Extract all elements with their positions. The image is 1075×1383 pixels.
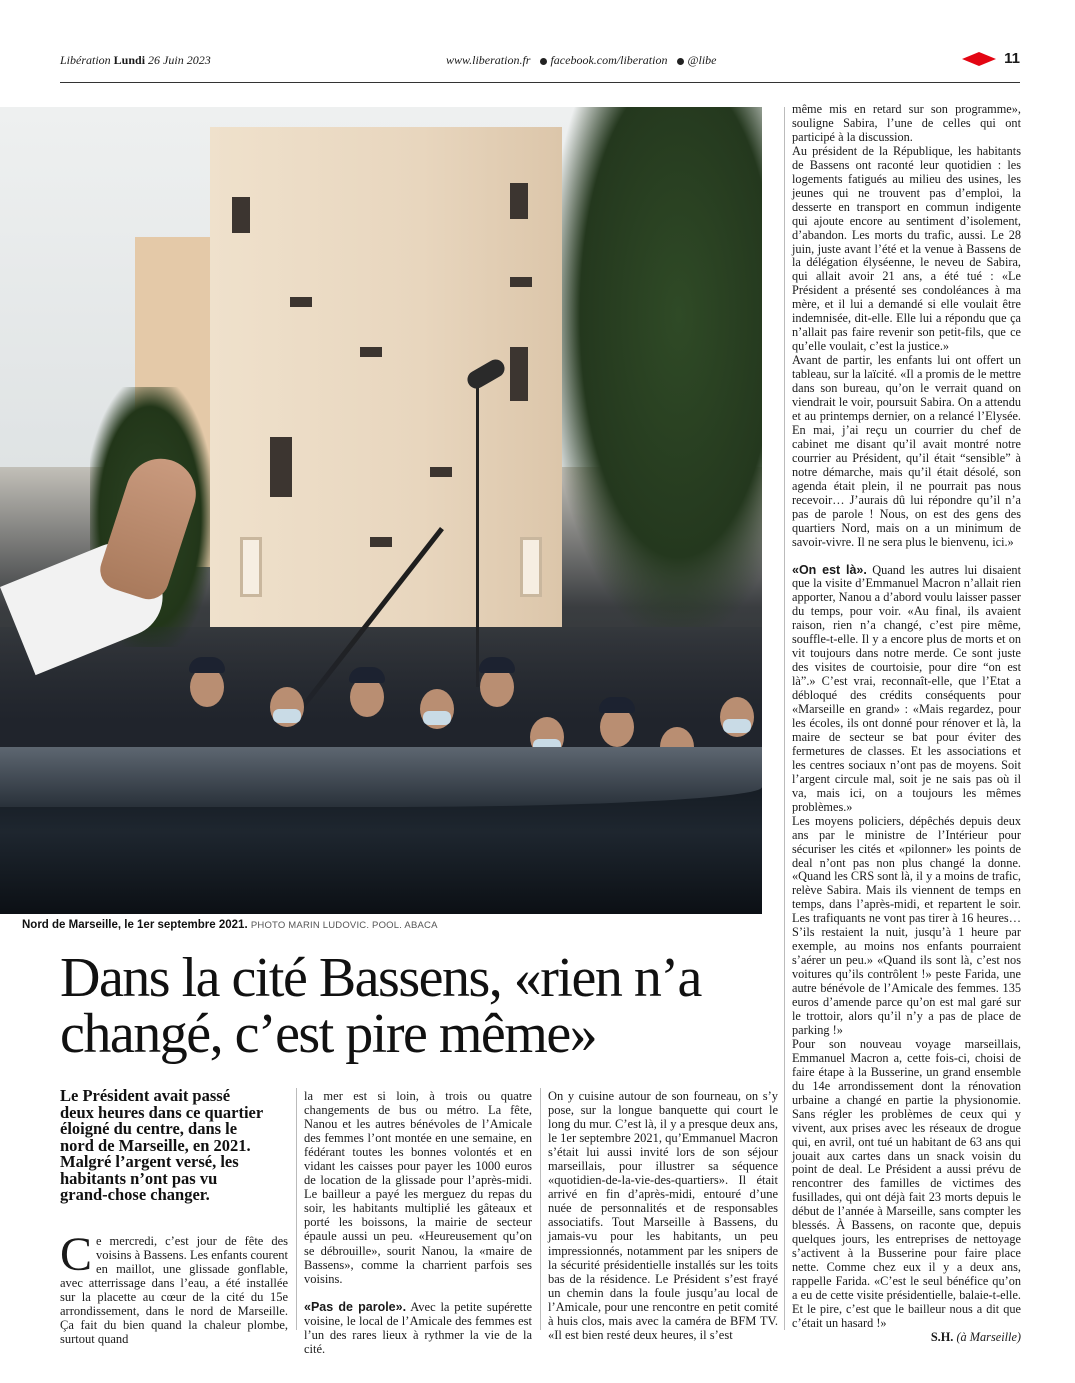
body-paragraph: la mer est si loin, à trois ou quatre changements de bus ou métro. La fête, Nanou et les autres bénévoles de l’Amicale des femmes l’ont montée en une semaine, en fédérant toutes les bonnes volontés et en vidant les caisses pour payer les 1000 euros de location de la glissade pour l’après-midi. Le bailleur a payé les merguez du repas du soir, les habitants multiplié les gâteaux et porté les boissons, la mairie de secteur épaule aussi un peu. «Heureusement qu’on se débrouille», sourit Nanou, la «maire de Bassens», comme la charrient parfois ses voisins. <box>304 1089 532 1286</box>
twitter-label: @libe <box>687 53 717 67</box>
header-divider <box>60 82 1020 83</box>
twitter-link[interactable] <box>677 53 716 68</box>
article-deck: Le Président avait passé deux heures dans ce quartier éloigné du centre, dans le nord de Marseille, en 2021. Malgré l’argent versé, les habitants n’ont pas vu grand-chose changer. <box>60 1086 263 1204</box>
article-photo <box>0 107 762 914</box>
drop-cap: C <box>60 1228 93 1281</box>
header-date: 26 Juin 2023 <box>148 53 211 67</box>
body-column-4 <box>792 103 1021 1345</box>
column-divider <box>296 1088 297 1330</box>
facebook-icon <box>540 58 547 65</box>
body-paragraph: même mis en retard sur son programme», souligne Sabira, l’une de celles qui ont participé à la discussion. <box>792 102 1021 144</box>
subheading: «On est là». <box>792 562 867 577</box>
photo-tree-right <box>552 107 762 627</box>
column-divider <box>540 1088 541 1330</box>
body-column-2 <box>304 1089 532 1356</box>
body-paragraph: Les moyens policiers, dépêchés depuis deux ans par le ministre de l’Intérieur pour sécuriser les cités et «pilonner» les points de deal n’ont pas non plus changé la donne. «Quand les CRS sont là, il y a moins de trafic, relève Sabira. Mais ils viennent de temps en temps, dans l’après-midi, et repartent le soir. Les trafiquants ne vont pas tirer à 16 heures… S’ils restaient la nuit, jusqu’à 1 heure par exemple, au moins nos enfants pourraient s’aérer un peu.» «Quand ils sont là, c’est nos voitures qu’ils contrôlent !» peste Farida, une autre bénévole de l’Amicale des femmes. 135 euros d’amende parce qu’on est mal garé sur le trottoir, alors qu’il n’y a pas de place de parking !» <box>792 813 1021 1037</box>
header-links <box>446 53 717 68</box>
photo-building <box>210 127 562 627</box>
body-column-3 <box>548 1089 778 1342</box>
paragraph-text: Quand les autres lui disaient que la visite d’Emmanuel Macron n’allait rien apporter, Nanou a d’abord voulu laisser passer du temps, pour voir. «Au final, ils avaient raison, rien n’a changé, c’est pire même, souffle-t-elle. Il y a encore plus de morts et on vit toujours dans notre merde. Ce sont juste des visites de courtoisie, pour dire “on est là”.» C’est vrai, reconnaît-elle, que l’Etat a débloqué des crédits conséquents pour «Marseille en grand» : «Mais regardez, pour les écoles, ils ont donné pour rénover et là, la maire de secteur se bat pour éviter des fermetures de classes. Et les associations et les centres sociaux n’ont pas de moyens. Soit l’argent circule mal, soit je ne sais pas où il va, mais ici, on a toujours les mêmes problèmes.» <box>792 562 1021 814</box>
page-header <box>60 50 1020 72</box>
photo-car-roof <box>0 747 762 807</box>
body-paragraph <box>60 1228 288 1347</box>
body-paragraph: Pour son nouveau voyage marseillais, Emmanuel Macron a, cette fois-ci, choisi de faire étape à la Busserine, un grand ensemble du 14e arrondissement dont la rénovation urbaine a changé en partie la physionomie. Sans régler les problèmes de ceux qui y vivent, aux prises avec les réseaux de drogue qui, en avril, ont tué un habitant de 63 ans qui jouait aux cartes dans un snack voisin du point de deal. Le Président a aussi prévu de rencontrer des familles de victimes des fusillades, qui ont déjà fait 23 morts depuis le début de l’année à Marseille, sans compter les blessés. À Bassens, on raconte que, depuis quelques jours, les entreprises de nettoyage s’activent à la Busserine pour faire place nette. Comme chez eux il y a deux ans, rappelle Farida. «C’est le seul bénéfice qu’on a eu de cette visite présidentielle, balaie-t-elle. Et le pire, c’est que le bailleur nous a dit que c’était un hasard !» <box>792 1036 1021 1330</box>
author-signature <box>792 1331 1021 1345</box>
twitter-icon <box>677 58 684 65</box>
signature-place: (à Marseille) <box>956 1329 1021 1344</box>
header-dateline <box>60 53 211 68</box>
body-paragraph: On y cuisine autour de son fourneau, on s’y pose, sur la longue banquette qui court le long du mur. C’est là, il y a presque deux ans, le 1er septembre 2021, qu’Emmanuel Macron s’était lui aussi invité lors de son séjour marseillais, pour illustrer sa séquence «quotidien-de-la-vie-des-quartiers». Il était arrivé en fin d’après-midi, entouré d’une nuée de personnalités et de responsables associatifs. Tout Marseille à Bassens, du jamais-vu pour les habitants, un peu impressionnés, notamment par les snipers de la sécurité présidentielle installés sur les toits bas de la résidence. Le Président s’est frayé un chemin dans la foule jusqu’au local de l’Amicale, pour une rencontre en petit comité à huis clos, mais avec la caméra de BFM TV. «Il est bien resté deux heures, il s’est <box>548 1089 778 1342</box>
photo-caption <box>22 919 438 931</box>
signature-initials: S.H. <box>930 1329 954 1344</box>
facebook-label: facebook.com/liberation <box>550 53 668 67</box>
header-right <box>962 50 1020 67</box>
header-day: Lundi <box>113 53 146 67</box>
column-divider <box>784 107 785 1330</box>
masthead-name: Libération <box>60 53 111 67</box>
facebook-link[interactable] <box>540 53 667 68</box>
page-number: 11 <box>1004 50 1020 67</box>
body-paragraph <box>792 564 1021 815</box>
article-headline: Dans la cité Bassens, «rien n’a changé, c’est pire même» <box>60 947 701 1065</box>
photo-credit: PHOTO MARIN LUDOVIC. POOL. ABACA <box>250 920 438 931</box>
paragraph-text: Avec la petite supérette voisine, le local de l’Amicale des femmes est l’un des rares lieux à rythmer la vie de la cité. <box>304 1299 532 1356</box>
caption-text: Nord de Marseille, le 1er septembre 2021. <box>22 919 248 931</box>
body-column-1 <box>60 1228 288 1347</box>
subheading: «Pas de parole». <box>304 1299 407 1314</box>
body-paragraph: Au président de la République, les habitants de Bassens ont raconté leur quotidien : les logements fatigués au milieu des usines, les jeunes qui ne trouvent pas d’emploi, la desserte en transport en commun indigente qui ajoute encore au sentiment d’isolement, d’abandon. Les morts du trafic, aussi. Le 28 juin, juste avant l’été et la venue à Bassens de la délégation élyséenne, le neveu de Sabira, qui allait avoir 21 ans, a été tué : «Le Président a présenté ses condoléances à ma mère, et il lui a demandé si elle voulait être indemnisée, dit-elle. Elle lui a répondu que ça n’allait pas faire revenir son petit-fils, que ce qu’elle voulait, c’est la justice.» <box>792 143 1021 354</box>
body-paragraph <box>304 1300 532 1356</box>
body-paragraph: Avant de partir, les enfants lui ont offert un tableau, sur la laïcité. «Il a promis de le mettre dans son bureau, qu’on le verrait quand on viendrait le voir, poursuit Sabira. On a attendu et au printemps dernier, on a relancé l’Elysée. En mai, j’ai reçu un courrier du chef de cabinet me disant qu’il avait montré notre courrier au Président, qu’il était “sensible” à notre démarche, mais qu’il était désolé, son agenda était plein, il ne pourrait pas nous recevoir… J’aurais dû lui répondre qu’il n’a pas de parole ! Nous, on est des gens des quartiers Nord, mais on a un minimum de savoir-vivre. Il ne sera plus le bienvenu, ici.» <box>792 353 1021 549</box>
paragraph-text: e mercredi, c’est jour de fête des voisins à Bassens. Les enfants courent en maillot, une glissade gonflable, avec atterrissage dans l’eau, a été installée sur la placette au cœur de la cité du 15e arrondissement, dans le nord de Marseille. Ça fait du bien quand la chaleur plombe, surtout quand <box>60 1234 288 1347</box>
liberation-logo-icon <box>962 52 996 66</box>
website-link[interactable]: www.liberation.fr <box>446 53 531 67</box>
